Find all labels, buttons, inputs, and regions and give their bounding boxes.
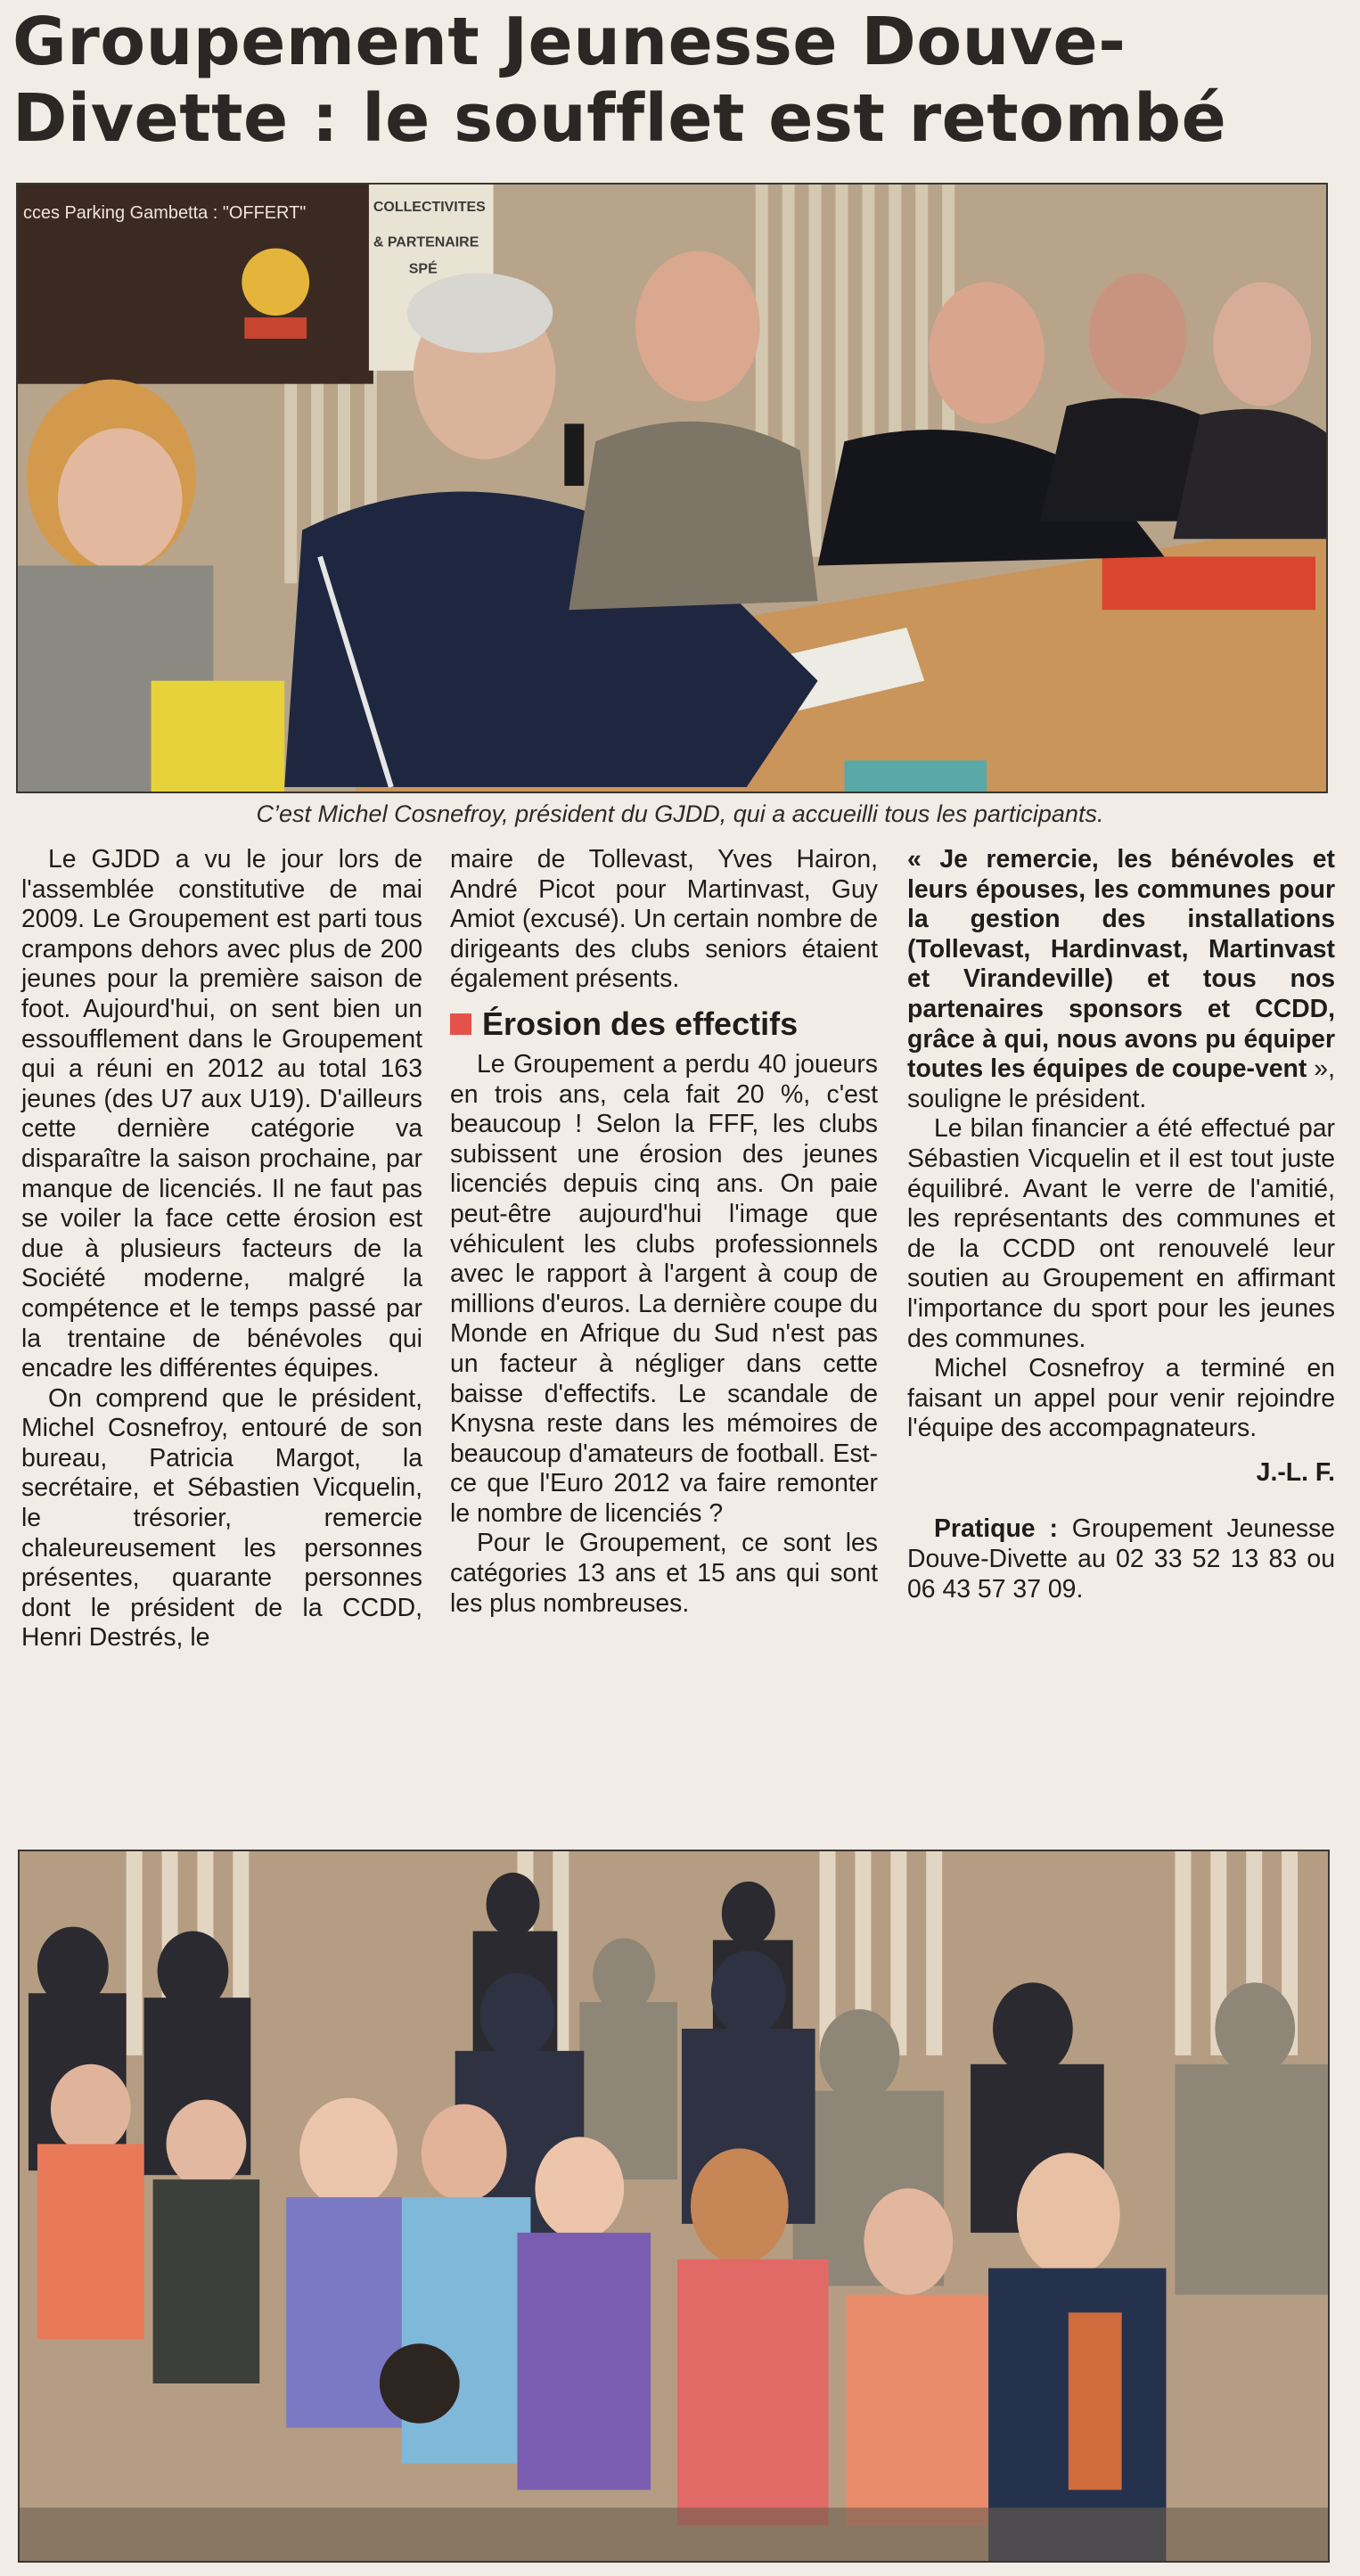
banner-right-text-1: COLLECTIVITES [373, 199, 486, 215]
headline-line-1: Groupement Jeunesse Douve- [12, 4, 1127, 80]
paragraph: Le GJDD a vu le jour lors de l'assemblée constitutive de mai 2009. Le Groupement est parti tous crampons dehors avec plus de 200 jeunes pour la première saison de foot. Aujourd'hui, on sent bien un essoufflement dans le Groupement qui a réuni en 2012 au total 163 jeunes (des U7 aux U19). D'ailleurs cette dernière catégorie va disparaître la saison prochaine, par manque de licenciés. Il ne faut pas se voiler la face cette érosion est due à plusieurs facteurs de la Société moderne, malgré la compétence et le temps passé par la trentaine de bénévoles qui encadre les différentes équipes. [21, 845, 422, 1383]
heading-square-icon [450, 1013, 471, 1035]
practical-text: Groupement Jeunesse Douve-Divette au 02 33 52 13 83 ou 06 43 57 37 09. [907, 1514, 1336, 1604]
bottom-photo [18, 1850, 1330, 2563]
quote-text: « Je remercie, les bénévoles et leurs épouses, les communes pour la gestion des installations (Tollevast, Hardinvast, Martinvast et Virandeville) et tous nos partenaires sponsors et CCDD, grâce à qui, nous avons pu équiper toutes les équipes de coupe-vent [907, 845, 1335, 1084]
column-1 [21, 845, 422, 1653]
quote-attribution: », souligne le président. [907, 1054, 1335, 1113]
banner-right-text-2: & PARTENAIRE [373, 234, 479, 250]
paragraph: Le Groupement a perdu 40 joueurs en trois ans, cela fait 20 %, c'est beaucoup ! Selon la FFF, les clubs subissent une érosion des jeunes licenciés depuis cinq ans. On paie peut-être aujourd'hui l'image que véhiculent les clubs professionnels avec le rapport à l'argent à coup de millions d'euros. La dernière coupe du Monde en Afrique du Sud n'est pas un facteur à négliger dans cette baisse d'effectifs. Le scandale de Knysna reste dans les mémoires de beaucoup d'amateurs de football. Est-ce que l'Euro 2012 va faire remonter le nombre de licenciés ? [450, 1049, 878, 1528]
banner-right-text-3: SPÉ [408, 261, 438, 277]
top-photo [16, 183, 1328, 793]
photo-caption: C’est Michel Cosnefroy, président du GJDD, qui a accueilli tous les participants. [256, 800, 1104, 827]
practical-info [907, 1514, 1335, 1604]
paragraph: Le bilan financier a été effectué par Sébastien Vicquelin et il est tout juste équilibré. Avant le verre de l'amitié, les représentants des communes et de la CCDD ont renouvelé leur soutien au Groupement en affirmant l'importance du sport pour les jeunes des communes. [907, 1114, 1335, 1353]
column-2 [450, 845, 878, 1619]
quote-paragraph [907, 845, 1335, 1114]
paragraph: Pour le Groupement, ce sont les catégories 13 ans et 15 ans qui sont les plus nombreuses. [450, 1529, 878, 1618]
practical-label: Pratique : [934, 1514, 1058, 1544]
column-3 [907, 845, 1335, 1604]
section-heading [450, 1004, 878, 1045]
paragraph: Michel Cosnefroy a terminé en faisant un appel pour venir rejoindre l'équipe des accompagnateurs. [907, 1354, 1335, 1443]
headline-line-2: Divette : le soufflet est retombé [12, 80, 1227, 157]
headline [12, 4, 1349, 157]
section-heading-text: Érosion des effectifs [482, 1005, 799, 1042]
paragraph: On comprend que le président, Michel Cosnefroy, entouré de son bureau, Patricia Margot, la secrétaire, et Sébastien Vicquelin, le trésorier, remercie chaleureusement les personnes présentes, quarante personnes dont le président de la CCDD, Henri Destrés, le [21, 1383, 422, 1653]
paragraph: maire de Tollevast, Yves Hairon, André Picot pour Martinvast, Guy Amiot (excusé). Un certain nombre de dirigeants des clubs seniors étaient également présents. [450, 845, 878, 994]
author-signature: J.-L. F. [1256, 1457, 1335, 1487]
banner-left-text: cces Parking Gambetta : "OFFERT" [22, 202, 307, 223]
